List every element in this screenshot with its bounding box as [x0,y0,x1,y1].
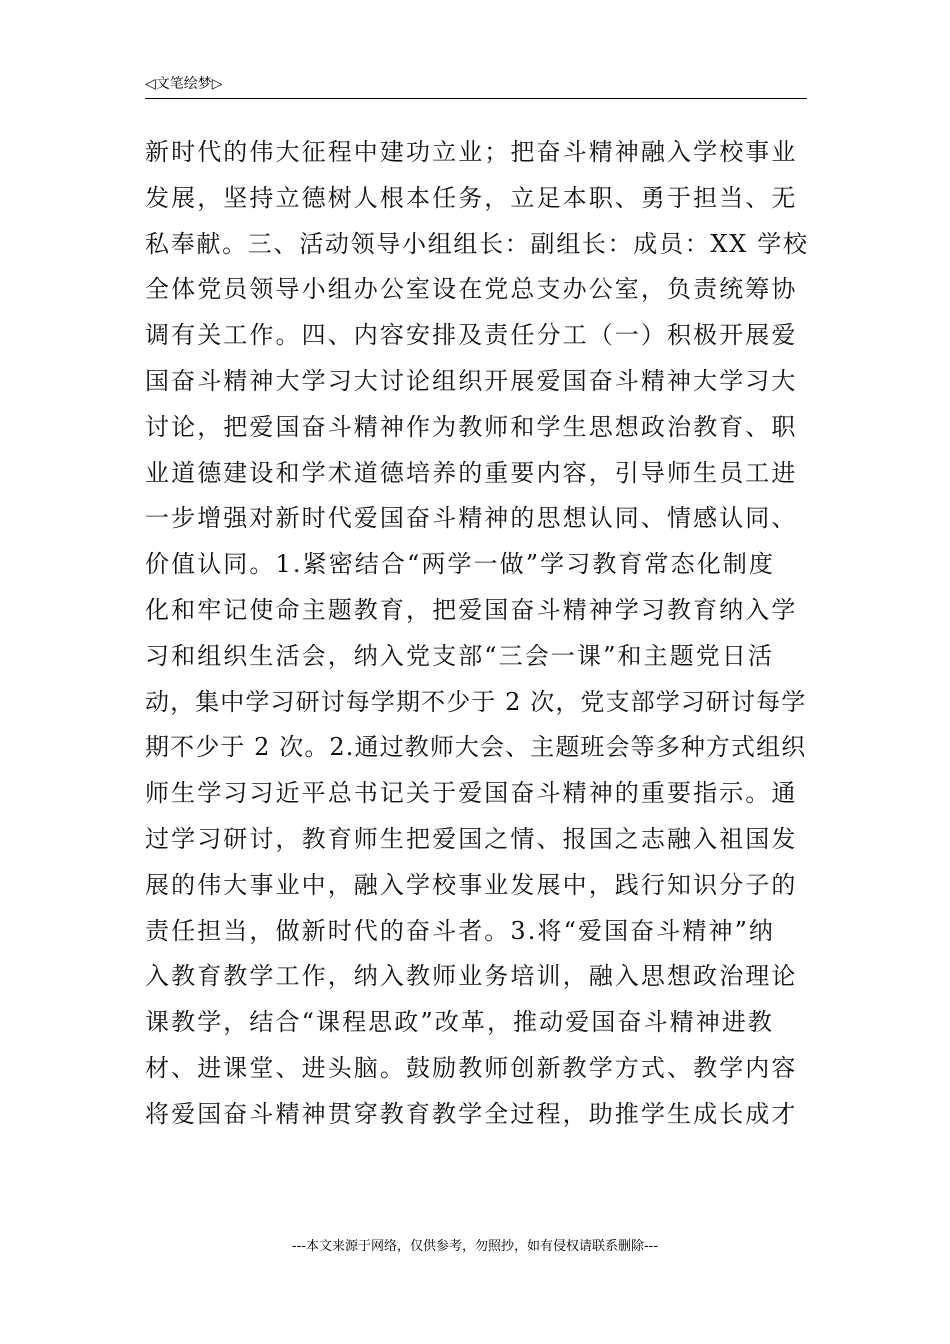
body-line: 讨论，把爱国奋斗精神作为教师和学生思想政治教育、职 [145,412,798,441]
body-line: 国奋斗精神大学习大讨论组织开展爱国奋斗精神大学习大 [145,366,798,395]
header-title: ◁文笔绘梦▷ [145,76,223,92]
body-line: 将爱国奋斗精神贯穿教育教学全过程，助推学生成长成才 [145,1099,798,1128]
page-footer: ---本文来源于网络，仅供参考，勿照抄，如有侵权请联系删除--- [291,1239,659,1254]
body-line: 师生学习习近平总书记关于爱国奋斗精神的重要指示。通 [145,779,798,808]
body-line: 课教学，结合“课程思政”改革，推动爱国奋斗精神进教 [145,1008,775,1037]
document-body [145,130,815,1138]
body-line: 材、进课堂、进头脑。鼓励教师创新教学方式、教学内容 [145,1053,798,1082]
body-line: 化和牢记使命主题教育，把爱国奋斗精神学习教育纳入学 [145,595,798,624]
page-header [145,74,807,99]
body-line: 业道德建设和学术道德培养的重要内容，引导师生员工进 [145,458,798,487]
body-line: 动，集中学习研讨每学期不少于 2 次，党支部学习研讨每学 [145,687,807,716]
body-line: 一步增强对新时代爱国奋斗精神的思想认同、情感认同、 [145,504,798,533]
body-line: 私奉献。三、活动领导小组组长：副组长：成员：XX 学校 [145,229,809,258]
body-line: 习和组织生活会，纳入党支部“三会一课”和主题党日活 [145,641,775,670]
body-line: 期不少于 2 次。2.通过教师大会、主题班会等多种方式组织 [145,733,807,762]
body-line: 全体党员领导小组办公室设在党总支办公室，负责统筹协 [145,275,798,304]
body-line: 调有关工作。四、内容安排及责任分工（一）积极开展爱 [145,321,798,350]
body-line: 新时代的伟大征程中建功立业；把奋斗精神融入学校事业 [145,138,798,166]
body-line: 发展，坚持立德树人根本任务，立足本职、勇于担当、无 [145,183,798,212]
body-line: 展的伟大事业中，融入学校事业发展中，践行知识分子的 [145,870,798,899]
body-line: 责任担当，做新时代的奋斗者。3.将“爱国奋斗精神”纳 [145,916,776,945]
body-line: 过学习研讨，教育师生把爱国之情、报国之志融入祖国发 [145,824,798,853]
body-line: 价值认同。1.紧密结合“两学一做”学习教育常态化制度 [145,550,776,579]
body-line: 入教育教学工作，纳入教师业务培训，融入思想政治理论 [145,962,798,991]
